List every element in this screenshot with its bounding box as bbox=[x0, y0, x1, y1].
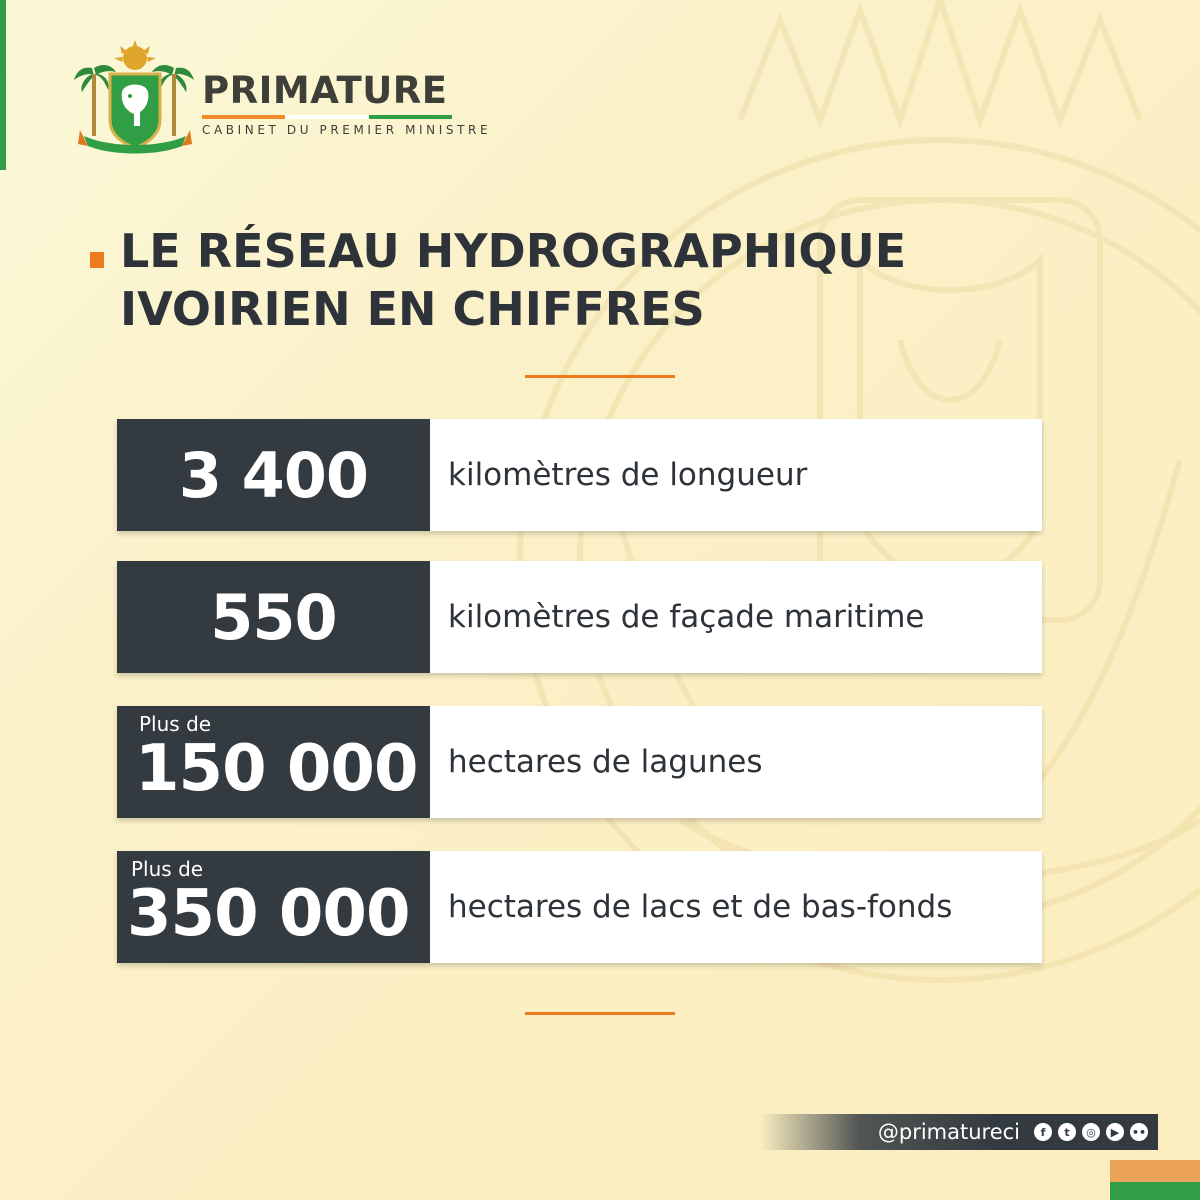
stat-row bbox=[117, 851, 1042, 963]
brand-block bbox=[202, 69, 492, 137]
brand-title: PRIMATURE bbox=[202, 69, 448, 112]
page-title-line-2: IVOIRIEN EN CHIFFRES bbox=[120, 282, 705, 336]
stat-value: 3 400 bbox=[178, 438, 369, 512]
stat-description: kilomètres de longueur bbox=[430, 419, 1042, 531]
stat-prefix: Plus de bbox=[139, 712, 212, 736]
top-divider bbox=[525, 375, 675, 378]
stat-prefix: Plus de bbox=[131, 857, 204, 881]
stat-value-box bbox=[117, 561, 430, 673]
flickr-icon[interactable]: •• bbox=[1130, 1123, 1148, 1141]
stat-value: 350 000 bbox=[127, 877, 410, 951]
stat-row bbox=[117, 561, 1042, 673]
stat-description: hectares de lagunes bbox=[430, 706, 1042, 818]
page-title bbox=[120, 222, 1080, 338]
coat-of-arms-logo bbox=[70, 40, 200, 160]
bottom-divider bbox=[525, 1012, 675, 1015]
stat-row bbox=[117, 419, 1042, 531]
brand-subtitle: CABINET DU PREMIER MINISTRE bbox=[202, 123, 492, 137]
flag-stripe bbox=[202, 115, 452, 119]
twitter-icon[interactable]: t bbox=[1058, 1123, 1076, 1141]
stat-description: kilomètres de façade maritime bbox=[430, 561, 1042, 673]
stat-value: 550 bbox=[210, 580, 337, 654]
corner-accent-green bbox=[1110, 1182, 1200, 1200]
social-handle[interactable]: @primatureci bbox=[877, 1120, 1020, 1144]
stat-description: hectares de lacs et de bas-fonds bbox=[430, 851, 1042, 963]
page-title-line-1: LE RÉSEAU HYDROGRAPHIQUE bbox=[120, 224, 907, 278]
stat-row bbox=[117, 706, 1042, 818]
social-bar bbox=[760, 1114, 1158, 1150]
stat-value-box bbox=[117, 706, 430, 818]
facebook-icon[interactable]: f bbox=[1034, 1123, 1052, 1141]
heading-marker bbox=[90, 252, 104, 268]
youtube-icon[interactable]: ▶ bbox=[1106, 1123, 1124, 1141]
stat-value: 150 000 bbox=[135, 732, 418, 806]
stat-value-box bbox=[117, 851, 430, 963]
left-accent-bar bbox=[0, 0, 6, 170]
stat-value-box bbox=[117, 419, 430, 531]
instagram-icon[interactable]: ◎ bbox=[1082, 1123, 1100, 1141]
